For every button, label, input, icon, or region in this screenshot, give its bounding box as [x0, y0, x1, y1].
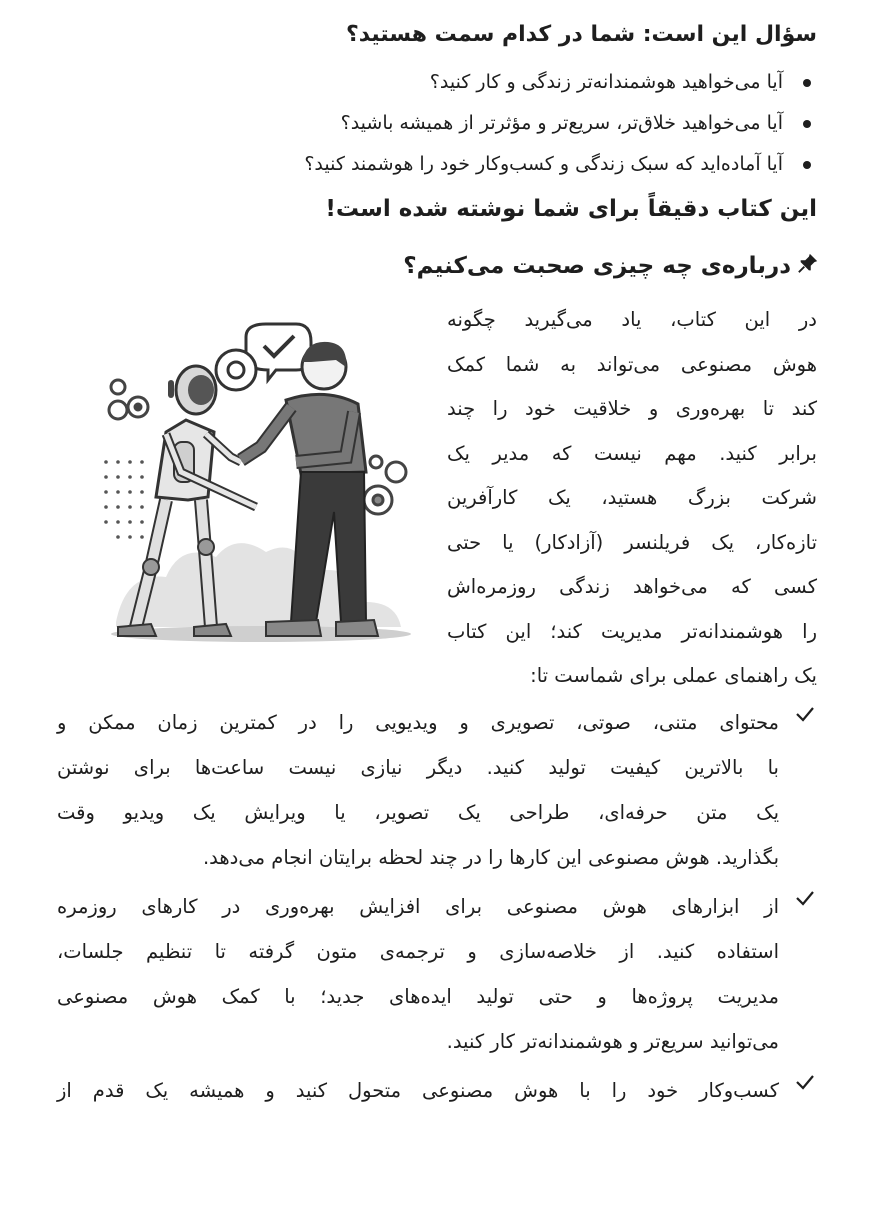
checklist-line: می‌توانید سریع‌تر و هوشمندانه‌تر کار کنید. — [446, 1030, 779, 1053]
intro-line: را هوشمندانه‌تر مدیریت کند؛ این کتاب — [447, 619, 817, 643]
section-title: درباره‌ی چه چیزی صحبت می‌کنیم؟ — [403, 253, 791, 279]
intro-line: هوش مصنوعی می‌تواند به شما کمک — [447, 352, 817, 376]
intro-line: تازه‌کار، یک فریلنسر (آزادکار) یا حتی — [447, 530, 817, 554]
checkmark-icon — [793, 1070, 817, 1094]
checklist-line: کسب‌وکار خود را با هوش مصنوعی متحول کنید و همیشه یک قدم از — [57, 1079, 779, 1102]
pushpin-icon — [797, 252, 819, 280]
checklist-line: مدیریت پروژه‌ها و حتی تولید ایده‌های جدید؛ با کمک هوش مصنوعی — [57, 985, 779, 1008]
question-item — [99, 103, 819, 144]
question-text: آیا می‌خواهید هوشمندانه‌تر زندگی و کار کنید؟ — [429, 71, 783, 93]
checklist-item — [57, 884, 817, 1064]
intro-paragraph — [447, 298, 817, 699]
question-text: آیا می‌خواهید خلاق‌تر، سریع‌تر و مؤثرتر از همیشه باشید؟ — [340, 112, 783, 134]
checklist-item — [57, 700, 817, 880]
checklist-item — [57, 1068, 817, 1113]
question-list — [99, 62, 819, 185]
intro-line: کسی که می‌خواهد زندگی روزمره‌اش — [447, 575, 817, 598]
intro-line: یک راهنمای عملی برای شماست تا: — [530, 664, 817, 687]
benefit-checklist — [57, 700, 817, 1117]
intro-line: برابر کنید. مهم نیست که مدیر یک — [447, 441, 817, 465]
checklist-line: استفاده کنید. از خلاصه‌سازی و ترجمه‌ی متون گرفته تا تنظیم جلسات، — [57, 940, 779, 963]
checklist-line: یک متن حرفه‌ای، طراحی یک تصویر، یا ویرایش یک ویدیو وقت — [57, 801, 779, 824]
checkmark-icon — [793, 886, 817, 910]
gear-icon — [364, 456, 406, 514]
robot-handshake-illustration — [96, 322, 426, 662]
checklist-line: از ابزارهای هوش مصنوعی برای افزایش بهره‌وری در کارهای روزمره — [57, 895, 779, 918]
checklist-line: بگذارید. هوش مصنوعی این کارها را در چند لحظه برایتان انجام می‌دهد. — [202, 846, 779, 869]
question-text: آیا آماده‌اید که سبک زندگی و کسب‌وکار خود را هوشمند کنید؟ — [304, 153, 783, 175]
dot-pattern — [104, 460, 144, 539]
checklist-line: محتوای متنی، صوتی، تصویری و ویدیویی را در کمترین زمان ممکن و — [57, 711, 779, 734]
gear-bubble — [216, 350, 256, 390]
checklist-line: با بالاترین کیفیت تولید کنید. دیگر نیازی نیست ساعت‌ها برای نوشتن — [57, 756, 779, 779]
intro-line: در این کتاب، یاد می‌گیرید چگونه — [447, 308, 817, 331]
question-item — [99, 144, 819, 185]
question-heading: سؤال این است: شما در کدام سمت هستید؟ — [345, 22, 817, 47]
checkmark-icon — [793, 702, 817, 726]
intro-line: کند تا بهره‌وری و خلاقیت خود را چند — [447, 397, 817, 420]
book-statement: این کتاب دقیقاً برای شما نوشته شده است! — [325, 196, 817, 222]
intro-line: شرکت بزرگ هستید، یک کارآفرین — [447, 486, 817, 509]
gear-icon — [109, 380, 148, 419]
question-item — [99, 62, 819, 103]
section-heading — [403, 252, 819, 280]
